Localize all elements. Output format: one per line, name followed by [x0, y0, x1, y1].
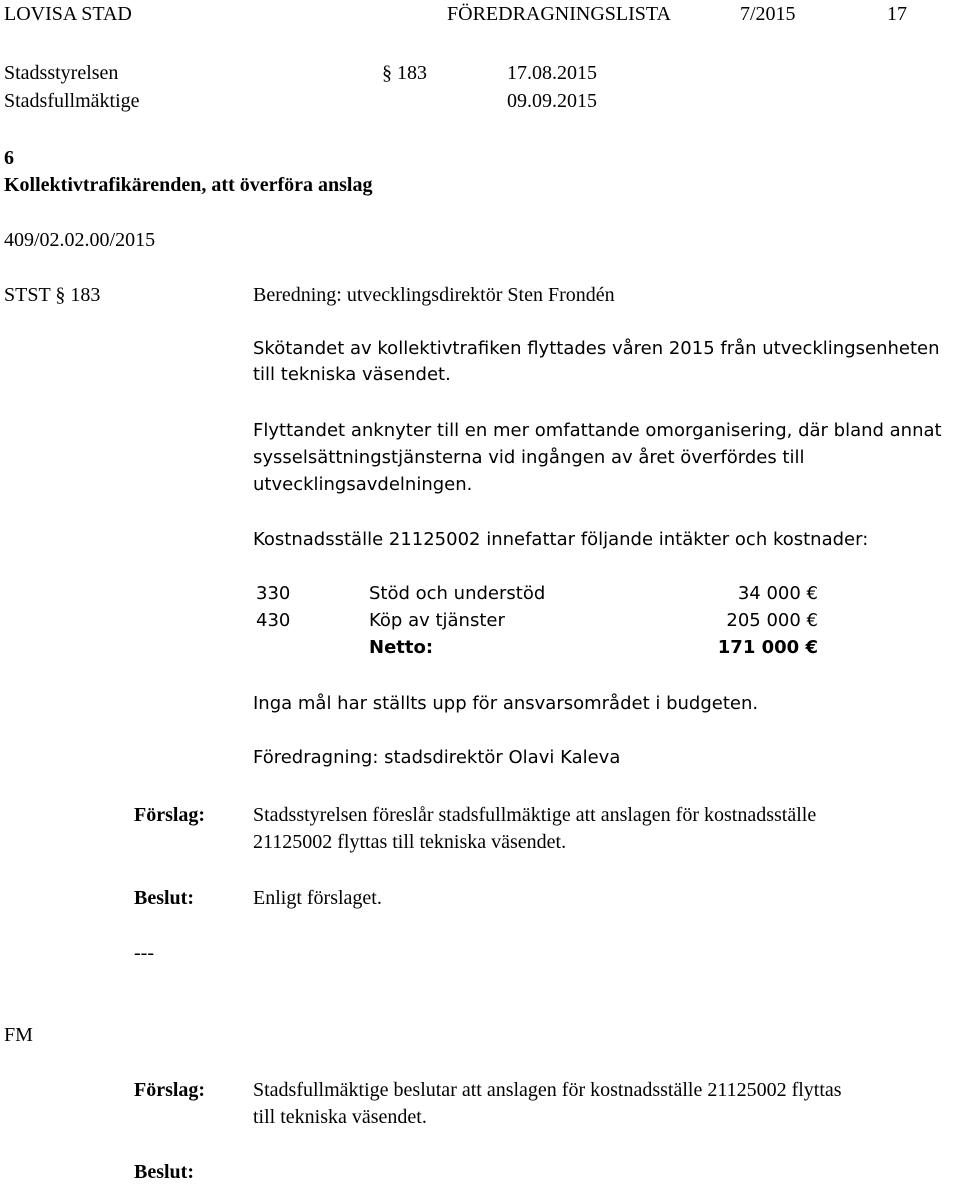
- net-label: Netto:: [369, 637, 434, 658]
- proposal-label: Förslag:: [134, 804, 206, 826]
- budget-code: 330: [256, 583, 291, 604]
- proposal-line-1: Stadsstyrelsen föreslår stadsfullmäktige att anslagen för kostnadsställe: [253, 804, 817, 826]
- org-name: LOVISA STAD: [4, 3, 132, 25]
- meeting-date-2: 09.09.2015: [507, 90, 597, 112]
- paragraph-1-line-1: Skötandet av kollektivtrafiken flyttades våren 2015 från utvecklingsenheten: [253, 338, 940, 359]
- fm-proposal-line-1: Stadsfullmäktige beslutar att anslagen för kostnadsställe 21125002 flyttas: [253, 1079, 842, 1101]
- item-number: 6: [4, 147, 14, 169]
- goals-note: Inga mål har ställts upp för ansvarsområdet i budgeten.: [253, 693, 759, 714]
- budget-amount: 205 000 €: [726, 610, 818, 631]
- document-title: FÖREDRAGNINGSLISTA: [447, 3, 671, 25]
- decision-text: Enligt förslaget.: [253, 887, 382, 909]
- paragraph-2-line-2: sysselsättningstjänsterna vid ingången av året överfördes till: [253, 447, 805, 468]
- preparation-line: Beredning: utvecklingsdirektör Sten Frondén: [253, 284, 615, 306]
- paragraph-2-line-3: utvecklingsavdelningen.: [253, 474, 473, 495]
- net-amount: 171 000 €: [717, 637, 818, 658]
- page-number: 17: [887, 3, 907, 25]
- section-separator: ---: [134, 942, 154, 964]
- meeting-body-2: Stadsfullmäktige: [4, 90, 140, 112]
- fm-decision-label: Beslut:: [134, 1161, 194, 1183]
- budget-amount: 34 000 €: [737, 583, 818, 604]
- meeting-section-1: § 183: [382, 62, 427, 84]
- fm-reference: FM: [4, 1024, 33, 1046]
- stst-reference: STST § 183: [4, 284, 101, 306]
- issue-number: 7/2015: [740, 3, 796, 25]
- budget-label: Stöd och understöd: [369, 583, 546, 604]
- fm-proposal-line-2: till tekniska väsendet.: [253, 1106, 427, 1128]
- cost-center-intro: Kostnadsställe 21125002 innefattar följande intäkter och kostnader:: [253, 529, 869, 550]
- diary-number: 409/02.02.00/2015: [4, 229, 156, 251]
- budget-label: Köp av tjänster: [369, 610, 505, 631]
- meeting-date-1: 17.08.2015: [507, 62, 597, 84]
- paragraph-1-line-2: till tekniska väsendet.: [253, 364, 451, 385]
- fm-proposal-label: Förslag:: [134, 1079, 206, 1101]
- decision-label: Beslut:: [134, 887, 194, 909]
- meeting-body-1: Stadsstyrelsen: [4, 62, 119, 84]
- budget-code: 430: [256, 610, 291, 631]
- presenter-line: Föredragning: stadsdirektör Olavi Kaleva: [253, 747, 621, 768]
- proposal-line-2: 21125002 flyttas till tekniska väsendet.: [253, 831, 567, 853]
- item-title: Kollektivtrafikärenden, att överföra anslag: [4, 174, 373, 196]
- paragraph-2-line-1: Flyttandet anknyter till en mer omfattande omorganisering, där bland annat: [253, 420, 942, 441]
